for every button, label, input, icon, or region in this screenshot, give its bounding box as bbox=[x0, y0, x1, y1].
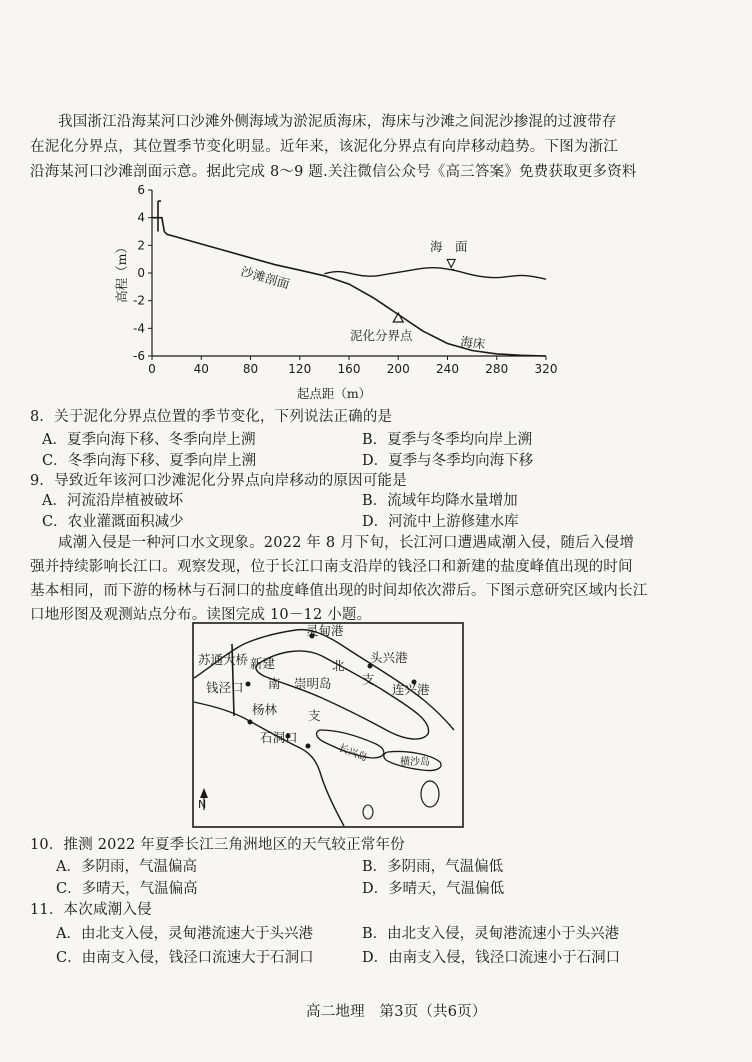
north-arrow-icon bbox=[200, 788, 208, 798]
x-tick-label: 280 bbox=[485, 362, 509, 376]
chart-ticks bbox=[133, 183, 557, 376]
page-footer: 高二地理 第3页（共6页） bbox=[306, 1004, 487, 1020]
seabed-label: 海床 bbox=[459, 334, 487, 352]
station-qianjingkou bbox=[248, 720, 253, 725]
y-tick-label: 6 bbox=[137, 183, 145, 197]
label-sutong-bridge: 苏通大桥 bbox=[198, 652, 249, 667]
station-xinjian bbox=[246, 682, 251, 687]
label-zhi-south: 支 bbox=[308, 708, 321, 723]
q9-option-c[interactable]: C．农业灌溉面积减少 bbox=[42, 514, 184, 530]
y-tick-label: 2 bbox=[137, 238, 145, 253]
q11-option-d[interactable]: D．由南支入侵，钱泾口流速小于石洞口 bbox=[362, 950, 621, 966]
q8-stem: 8．关于泥化分界点位置的季节变化，下列说法正确的是 bbox=[30, 409, 393, 425]
x-tick-label: 80 bbox=[242, 362, 259, 376]
label-changxing: 长兴岛 bbox=[336, 742, 369, 765]
intro-line-2: 在泥化分界点，其位置季节变化明显。近年来，该泥化分界点有向岸移动趋势。下图为浙江 bbox=[30, 139, 618, 155]
q8-option-d[interactable]: D．夏季与冬季均向海下移 bbox=[362, 453, 534, 469]
passage2-line-1: 咸潮入侵是一种河口水文现象。2022 年 8 月下旬，长江河口遭遇咸潮入侵，随后入侵增 bbox=[58, 535, 635, 551]
q10-option-a[interactable]: A．多阴雨，气温偏高 bbox=[56, 859, 197, 875]
north-arrow-label: N bbox=[198, 798, 207, 811]
q9-option-a[interactable]: A．河流沿岸植被破坏 bbox=[42, 493, 183, 509]
sea-level-marker-icon bbox=[447, 259, 455, 267]
q10-stem: 10．推测 2022 年夏季长江三角洲地区的天气较正常年份 bbox=[30, 837, 405, 853]
q8-option-c[interactable]: C．冬季向海下移、夏季向岸上溯 bbox=[42, 453, 257, 469]
label-yanglin: 杨林 bbox=[252, 702, 278, 717]
beach-profile-chart bbox=[100, 180, 570, 400]
intro-line-1: 我国浙江沿海某河口沙滩外侧海域为淤泥质海床，海床与沙滩之间泥沙掺混的过渡带存 bbox=[58, 114, 617, 130]
label-hengsha: 横沙岛 bbox=[400, 757, 430, 768]
x-tick-label: 120 bbox=[288, 362, 312, 376]
q8-option-a[interactable]: A．夏季向海下移、冬季向岸上溯 bbox=[42, 432, 256, 448]
x-tick-label: 320 bbox=[534, 362, 558, 376]
passage2-line-3: 基本相同，而下游的杨林与石洞口的盐度峰值出现的时间却依次滞后。下图示意研究区域内长江 bbox=[30, 583, 648, 599]
label-bei: 北 bbox=[332, 658, 345, 673]
y-tick-label: 0 bbox=[137, 266, 145, 280]
label-lianxinggang: 连兴港 bbox=[392, 682, 430, 697]
label-xinjian: 新建 bbox=[250, 656, 276, 671]
passage2-line-4: 口地形图及观测站点分布。读图完成 10－12 小题。 bbox=[30, 607, 372, 623]
label-shidongkou: 石洞口 bbox=[260, 730, 298, 745]
south-bank-line bbox=[194, 702, 344, 826]
label-nan: 南 bbox=[268, 676, 281, 691]
passage2-line-2: 强并持续影响长江口。观察发现，位于长江口南支沿岸的钱泾口和新建的盐度峰值出现的时间 bbox=[30, 559, 633, 575]
x-tick-label: 0 bbox=[148, 362, 156, 376]
boundary-point-label: 泥化分界点 bbox=[350, 328, 413, 343]
q11-option-a[interactable]: A．由北支入侵，灵甸港流速大于头兴港 bbox=[56, 926, 313, 942]
label-lingdiangang: 灵甸港 bbox=[306, 623, 344, 638]
y-tick-label: -2 bbox=[133, 293, 145, 308]
beach-profile-line bbox=[152, 218, 546, 356]
q9-stem: 9．导致近年该河口沙滩泥化分界点向岸移动的原因可能是 bbox=[30, 473, 407, 489]
y-tick-label: -4 bbox=[133, 321, 145, 336]
y-tick-label: -6 bbox=[133, 349, 145, 363]
yangtze-estuary-map bbox=[192, 622, 464, 828]
q10-option-d[interactable]: D．多晴天，气温偏低 bbox=[362, 881, 505, 897]
q8-option-b[interactable]: B．夏季与冬季均向岸上溯 bbox=[362, 432, 533, 448]
q11-stem: 11．本次咸潮入侵 bbox=[30, 902, 152, 918]
label-chongming: 崇明岛 bbox=[294, 676, 332, 691]
q9-option-b[interactable]: B．流域年均降水量增加 bbox=[362, 493, 518, 509]
x-tick-label: 40 bbox=[193, 362, 209, 376]
q9-option-d[interactable]: D．河流中上游修建水库 bbox=[362, 514, 519, 530]
y-tick-label: 4 bbox=[137, 210, 145, 225]
intro-line-3: 沿海某河口沙滩剖面示意。据此完成 8～9 题.关注微信公众号《高三答案》免费获取更多资料 bbox=[30, 164, 637, 180]
sea-surface-line bbox=[324, 268, 546, 280]
sea-surface-label: 海 面 bbox=[430, 239, 468, 254]
chart-series bbox=[152, 201, 546, 356]
shoal-1 bbox=[421, 781, 439, 807]
shoal-2 bbox=[363, 805, 373, 819]
label-touxinggang: 头兴港 bbox=[370, 650, 408, 665]
beach-profile-label: 沙滩剖面 bbox=[239, 263, 292, 292]
x-tick-label: 160 bbox=[337, 362, 361, 376]
label-qianjingkou: 钱泾口 bbox=[206, 680, 244, 695]
y-axis-title: 高程（m） bbox=[114, 241, 129, 303]
x-tick-label: 240 bbox=[436, 362, 459, 376]
q10-option-b[interactable]: B．多阴雨，气温偏低 bbox=[362, 859, 504, 875]
q10-option-c[interactable]: C．多晴天，气温偏高 bbox=[56, 881, 198, 897]
station-shidongkou bbox=[306, 744, 311, 749]
x-axis-title: 起点距（m） bbox=[296, 386, 372, 400]
x-tick-label: 200 bbox=[386, 362, 410, 376]
label-zhi-north: 支 bbox=[362, 672, 375, 687]
q11-option-c[interactable]: C．由南支入侵，钱泾口流速大于石洞口 bbox=[56, 950, 314, 966]
q11-option-b[interactable]: B．由北支入侵，灵甸港流速小于头兴港 bbox=[362, 926, 620, 942]
